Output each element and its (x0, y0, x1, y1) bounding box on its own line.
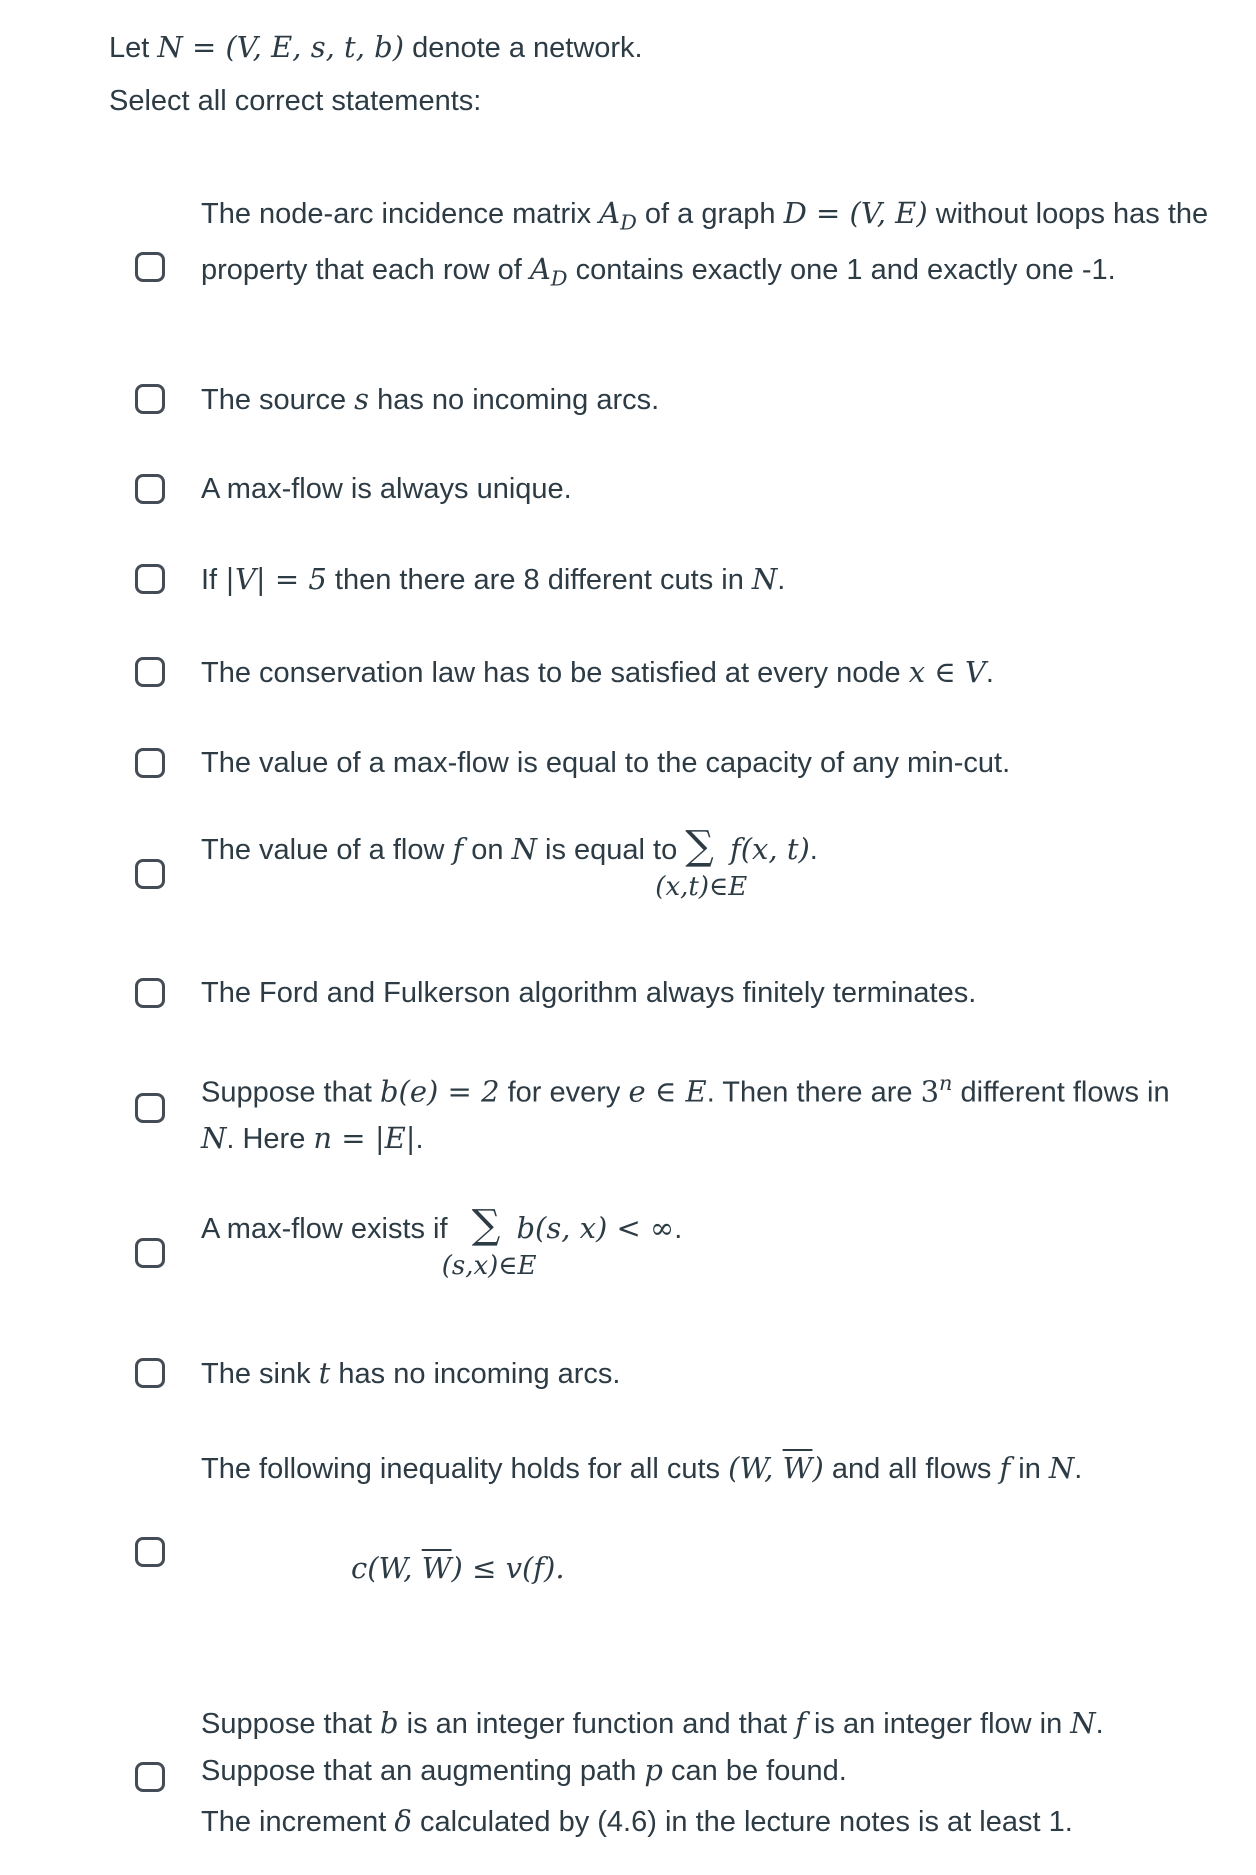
checkbox-4[interactable] (135, 564, 165, 594)
option-1-text: The node-arc incidence matrix $A_D$ of a graph D = (V, E) without loops has the property that each row of $A_D$ contains exactly one 1 and exactly one -1. (201, 196, 1209, 291)
option-8-text: The Ford and Fulkerson algorithm always finitely terminates. (201, 977, 977, 1009)
checkbox-12[interactable] (135, 1537, 165, 1567)
option-4-text: If |V| = 5 then there are 8 different cuts in N. (201, 562, 786, 596)
checkbox-5[interactable] (135, 657, 165, 687)
option-6-text: The value of a max-flow is equal to the capacity of any min-cut. (201, 747, 1011, 779)
network-notation: N = (V, E, s, t, b) (157, 30, 405, 64)
checkbox-9[interactable] (135, 1093, 165, 1123)
option-11-text: The sink t has no incoming arcs. (201, 1356, 621, 1390)
sum-operator: ∑ (s,x)∈E (441, 1202, 537, 1281)
sum-operator: ∑ (x,t)∈E (655, 823, 748, 902)
checkbox-8[interactable] (135, 978, 165, 1008)
option-2-text: The source s has no incoming arcs. (201, 382, 660, 416)
checkbox-10[interactable] (135, 1238, 165, 1268)
checkbox-7[interactable] (135, 859, 165, 889)
checkbox-6[interactable] (135, 748, 165, 778)
option-12-inequality: c(W, $\overline{W}) \le v(f)$. (351, 1551, 565, 1585)
option-10-text: A max-flow exists if ∑ (s,x)∈E b(s, x) < ∞. (201, 1202, 683, 1281)
question-intro: Let N = (V, E, s, t, b) denote a network. (109, 30, 643, 64)
option-7-text: The value of a flow f on N is equal to ∑ (x,t)∈E f(x, t). (201, 823, 818, 902)
checkbox-1[interactable] (135, 252, 165, 282)
question-instruction: Select all correct statements: (109, 85, 482, 117)
option-12-text: The following inequality holds for all cuts (W, $\overline{W}$) and all flows f in N. (201, 1451, 1083, 1485)
checkbox-13[interactable] (135, 1762, 165, 1792)
option-13-text: Suppose that b is an integer function and that f is an integer flow in N. Suppose that an augmenting path p can be found. The increment δ calculated by (4.6) in the lecture notes is at least 1. (201, 1706, 1104, 1838)
checkbox-2[interactable] (135, 384, 165, 414)
option-3-text: A max-flow is always unique. (201, 473, 572, 505)
option-5-text: The conservation law has to be satisfied at every node x ∈ V. (201, 655, 994, 689)
checkbox-3[interactable] (135, 474, 165, 504)
option-9-text: Suppose that b(e) = 2 for every e ∈ E. Then there are 3$^n$ different flows in N. Here n = |E|. (201, 1071, 1170, 1156)
checkbox-11[interactable] (135, 1358, 165, 1388)
